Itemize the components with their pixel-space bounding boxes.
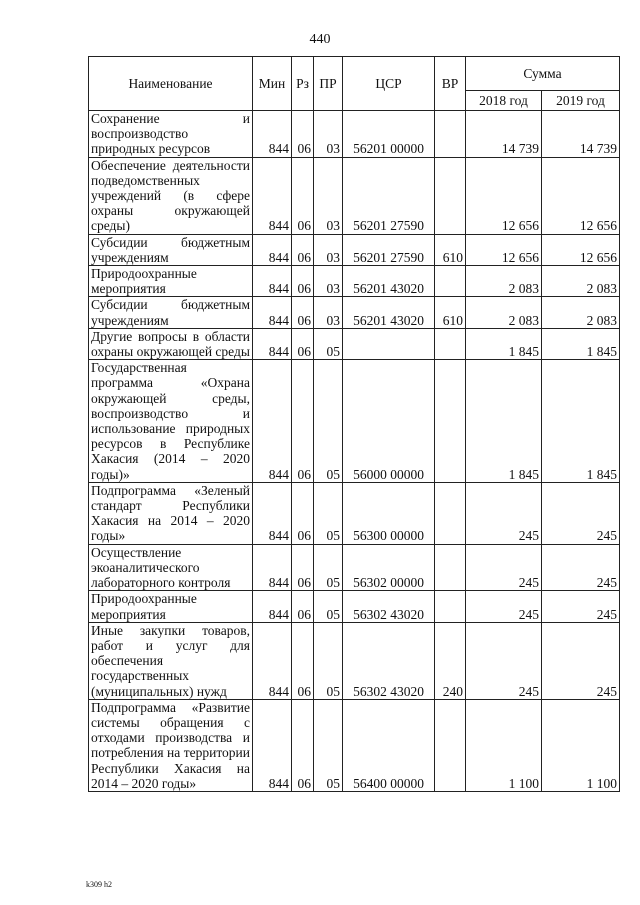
row-pr: 03 xyxy=(314,297,343,328)
row-csr: 56302 43020 xyxy=(343,622,435,699)
row-pr: 05 xyxy=(314,591,343,622)
row-name: Государственная программа «Охрана окружающей среды, воспроизводство и использование природных ресурсов в Республике Хакасия (2014 – 2020 годы)» xyxy=(89,360,253,483)
table-row xyxy=(89,622,620,699)
header-year-2018: 2018 год xyxy=(466,91,542,111)
row-min: 844 xyxy=(253,328,292,359)
table-row xyxy=(89,544,620,591)
row-pr: 03 xyxy=(314,234,343,265)
row-csr: 56201 43020 xyxy=(343,297,435,328)
header-vr: ВР xyxy=(435,57,466,111)
row-name: Природоохранные мероприятия xyxy=(89,591,253,622)
row-rz: 06 xyxy=(292,234,314,265)
row-sum-2019: 14 739 xyxy=(542,111,620,158)
row-vr xyxy=(435,111,466,158)
row-sum-2019: 245 xyxy=(542,622,620,699)
row-vr xyxy=(435,482,466,544)
table-row xyxy=(89,591,620,622)
row-name: Иные закупки товаров, работ и услуг для обеспечения государственных (муниципальных) нужд xyxy=(89,622,253,699)
row-sum-2019: 1 845 xyxy=(542,360,620,483)
row-pr: 05 xyxy=(314,622,343,699)
row-sum-2019: 12 656 xyxy=(542,234,620,265)
row-sum-2018: 245 xyxy=(466,591,542,622)
row-name: Субсидии бюджетным учреждениям xyxy=(89,297,253,328)
row-csr: 56201 27590 xyxy=(343,157,435,234)
row-sum-2019: 245 xyxy=(542,591,620,622)
row-vr xyxy=(435,328,466,359)
row-name: Подпрограмма «Зеленый стандарт Республики Хакасия на 2014 – 2020 годы» xyxy=(89,482,253,544)
row-pr: 05 xyxy=(314,328,343,359)
footer-code: k309 h2 xyxy=(86,880,112,889)
table-row xyxy=(89,157,620,234)
row-name: Обеспечение деятельности подведомственных учреждений (в сфере охраны окружающей среды) xyxy=(89,157,253,234)
row-sum-2019: 1 845 xyxy=(542,328,620,359)
row-rz: 06 xyxy=(292,157,314,234)
row-name: Природоохранные мероприятия xyxy=(89,266,253,297)
row-name: Субсидии бюджетным учреждениям xyxy=(89,234,253,265)
table-row xyxy=(89,234,620,265)
table-row xyxy=(89,328,620,359)
row-sum-2018: 245 xyxy=(466,482,542,544)
row-pr: 05 xyxy=(314,544,343,591)
row-sum-2018: 1 845 xyxy=(466,360,542,483)
row-pr: 05 xyxy=(314,482,343,544)
row-csr: 56201 27590 xyxy=(343,234,435,265)
row-csr: 56300 00000 xyxy=(343,482,435,544)
row-vr xyxy=(435,157,466,234)
row-min: 844 xyxy=(253,482,292,544)
row-sum-2018: 2 083 xyxy=(466,297,542,328)
row-pr: 03 xyxy=(314,266,343,297)
table-row xyxy=(89,266,620,297)
row-min: 844 xyxy=(253,266,292,297)
row-min: 844 xyxy=(253,157,292,234)
row-pr: 05 xyxy=(314,699,343,791)
header-pr: ПР xyxy=(314,57,343,111)
row-rz: 06 xyxy=(292,328,314,359)
row-min: 844 xyxy=(253,234,292,265)
row-csr: 56302 43020 xyxy=(343,591,435,622)
row-rz: 06 xyxy=(292,360,314,483)
row-name: Другие вопросы в области охраны окружающей среды xyxy=(89,328,253,359)
row-pr: 05 xyxy=(314,360,343,483)
row-pr: 03 xyxy=(314,111,343,158)
header-year-2019: 2019 год xyxy=(542,91,620,111)
table-row xyxy=(89,699,620,791)
row-sum-2019: 2 083 xyxy=(542,297,620,328)
row-min: 844 xyxy=(253,591,292,622)
header-name: Наименование xyxy=(89,57,253,111)
row-sum-2019: 245 xyxy=(542,482,620,544)
row-pr: 03 xyxy=(314,157,343,234)
row-sum-2018: 14 739 xyxy=(466,111,542,158)
header-sum: Сумма xyxy=(466,57,620,91)
table-body xyxy=(89,111,620,792)
row-rz: 06 xyxy=(292,111,314,158)
row-sum-2018: 12 656 xyxy=(466,234,542,265)
row-min: 844 xyxy=(253,297,292,328)
row-sum-2019: 2 083 xyxy=(542,266,620,297)
row-vr: 610 xyxy=(435,297,466,328)
row-vr xyxy=(435,591,466,622)
row-min: 844 xyxy=(253,699,292,791)
table-row xyxy=(89,482,620,544)
header-csr: ЦСР xyxy=(343,57,435,111)
table-row xyxy=(89,111,620,158)
row-vr xyxy=(435,699,466,791)
row-min: 844 xyxy=(253,360,292,483)
row-sum-2018: 245 xyxy=(466,544,542,591)
row-min: 844 xyxy=(253,111,292,158)
row-sum-2018: 245 xyxy=(466,622,542,699)
row-sum-2018: 1 100 xyxy=(466,699,542,791)
row-rz: 06 xyxy=(292,699,314,791)
row-csr: 56201 00000 xyxy=(343,111,435,158)
row-rz: 06 xyxy=(292,266,314,297)
row-name: Подпрограмма «Развитие системы обращения с отходами производства и потребления на территории Республики Хакасия на 2014 – 2020 годы» xyxy=(89,699,253,791)
row-csr: 56400 00000 xyxy=(343,699,435,791)
row-vr: 240 xyxy=(435,622,466,699)
row-rz: 06 xyxy=(292,622,314,699)
row-csr: 56000 00000 xyxy=(343,360,435,483)
row-vr xyxy=(435,544,466,591)
row-min: 844 xyxy=(253,622,292,699)
row-vr: 610 xyxy=(435,234,466,265)
row-vr xyxy=(435,266,466,297)
row-sum-2018: 2 083 xyxy=(466,266,542,297)
row-csr: 56302 00000 xyxy=(343,544,435,591)
budget-table xyxy=(88,56,620,792)
row-sum-2019: 245 xyxy=(542,544,620,591)
row-rz: 06 xyxy=(292,297,314,328)
row-name: Осуществление экоаналитического лабораторного контроля xyxy=(89,544,253,591)
page-number: 440 xyxy=(309,32,331,47)
table-row xyxy=(89,297,620,328)
row-rz: 06 xyxy=(292,544,314,591)
row-csr xyxy=(343,328,435,359)
header-min: Мин xyxy=(253,57,292,111)
row-sum-2018: 1 845 xyxy=(466,328,542,359)
row-csr: 56201 43020 xyxy=(343,266,435,297)
row-name: Сохранение и воспроизводство природных ресурсов xyxy=(89,111,253,158)
row-rz: 06 xyxy=(292,591,314,622)
row-rz: 06 xyxy=(292,482,314,544)
row-sum-2019: 1 100 xyxy=(542,699,620,791)
header-rz: Рз xyxy=(292,57,314,111)
row-min: 844 xyxy=(253,544,292,591)
table-row xyxy=(89,360,620,483)
row-sum-2019: 12 656 xyxy=(542,157,620,234)
row-vr xyxy=(435,360,466,483)
row-sum-2018: 12 656 xyxy=(466,157,542,234)
